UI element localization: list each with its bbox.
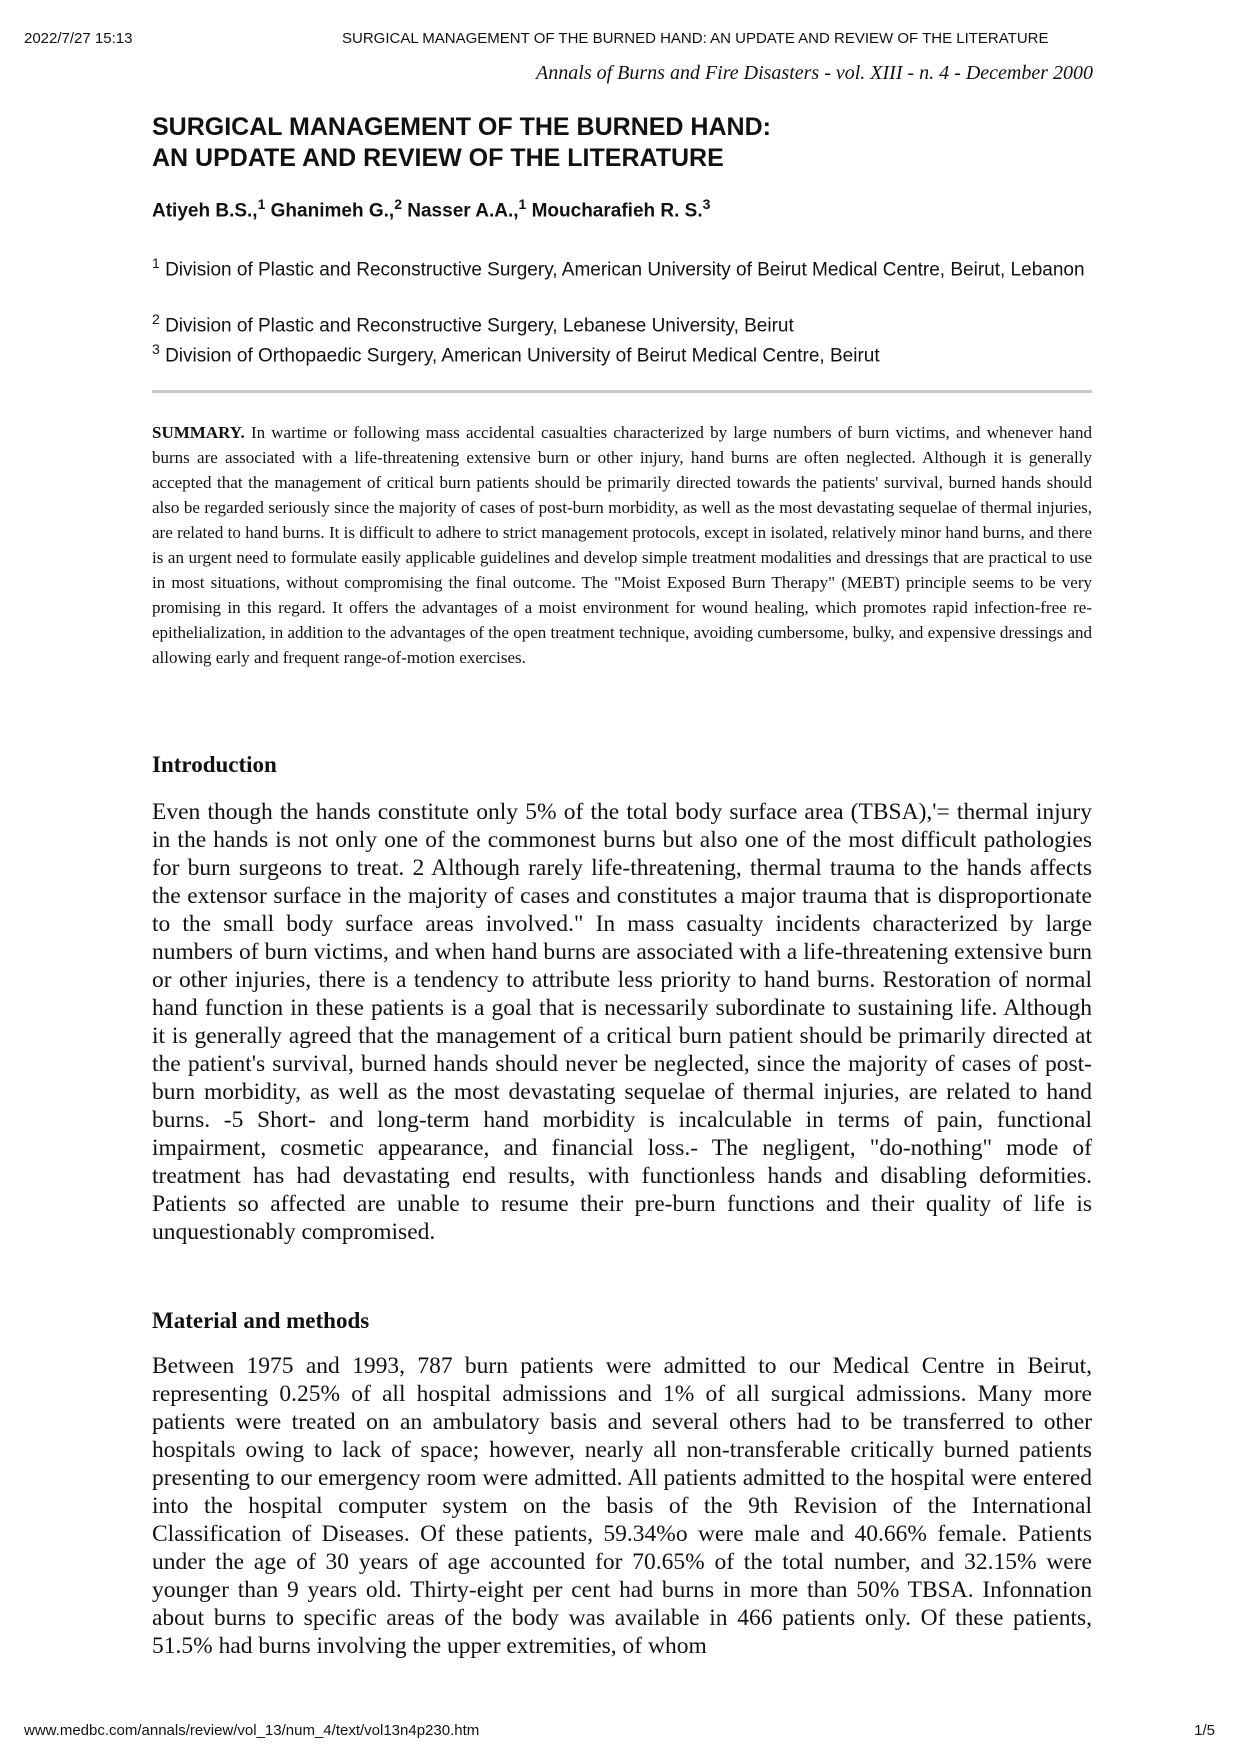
author-affiliation-mark: 2: [394, 196, 402, 212]
article-title-line-1: SURGICAL MANAGEMENT OF THE BURNED HAND:: [152, 113, 771, 141]
print-header: [24, 30, 1215, 50]
article-title: [152, 112, 1092, 174]
affiliation-number: 2: [152, 311, 160, 327]
author-affiliation-mark: 3: [702, 196, 711, 212]
affiliation-text: Division of Plastic and Reconstructive Surgery, Lebanese University, Beirut: [165, 315, 794, 337]
journal-citation: Annals of Burns and Fire Disasters - vol. XIII - n. 4 - December 2000: [536, 62, 1093, 84]
summary-text: In wartime or following mass accidental casualties characterized by large numbers of burn victims, and whenever hand burns are associated with a life-threatening extensive burn or other injury, hand burns are often neglected. Although it is generally accepted that the management of critical burn patients should be primarily directed towards the patients' survival, burned hands should also be regarded seriously since the majority of cases of post-burn morbidity, as well as the most devastating sequelae of thermal injuries, are related to hand burns. It is difficult to adhere to strict management protocols, except in isolated, relatively minor hand burns, and there is an urgent need to formulate easily applicable guidelines and develop simple treatment modalities and dressings that are practical to use in most situations, without compromising the final outcome. The "Moist Exposed Burn Therapy" (MEBT) principle seems to be very promising in this regard. It offers the advantages of a moist environment for wound healing, which promotes rapid infection-free re-epithelialization, in addition to the advantages of the open treatment technique, avoiding cumbersome, bulky, and expensive dressings and allowing early and frequent range-of-motion exercises.: [152, 423, 1093, 667]
author-name: Atiyeh B.S.,: [152, 200, 258, 222]
print-date: 2022/7/27 15:13: [24, 30, 133, 47]
author-name: Moucharafieh R. S.: [531, 200, 703, 222]
author-affiliation-mark: 1: [257, 196, 266, 212]
summary-abstract: [152, 420, 1092, 670]
affiliation-2: [152, 308, 1092, 337]
introduction-body: Even though the hands constitute only 5% of the total body surface area (TBSA),'= thermal injury in the hands is not only one of the commonest burns but also one of the most difficult pathologies for burn surgeons to treat. 2 Although rarely life-threatening, thermal trauma to the hands affects the extensor surface in the majority of cases and constitutes a major trauma that is disproportionate to the small body surface areas involved." In mass casualty incidents characterized by large numbers of burn victims, and when hand burns are associated with a life-threatening extensive burn or other injuries, there is a tendency to attribute less priority to hand burns. Restoration of normal hand function in these patients is a goal that is necessarily subordinate to sustaining life. Although it is generally agreed that the management of a critical burn patient should be primarily directed at the patient's survival, burned hands should never be neglected, since the majority of cases of post-burn morbidity, as well as the most devastating sequelae of thermal injuries, are related to hand burns. -5 Short- and long-term hand morbidity is incalculable in terms of pain, functional impairment, cosmetic appearance, and financial loss.- The negligent, "do-nothing" mode of treatment has had devastating end results, with functionless hands and disabling deformities. Patients so affected are unable to resume their pre-burn functions and their quality of life is unquestionably compromised.: [152, 799, 1092, 1245]
methods-body: Between 1975 and 1993, 787 burn patients were admitted to our Medical Centre in Beirut, representing 0.25% of all hospital admissions and 1% of all surgical admissions. Many more patients were treated on an ambulatory basis and several others had to be transferred to other hospitals owing to lack of space; however, nearly all non-transferable critically burned patients presenting to our emergency room were admitted. All patients admitted to the hospital were entered into the hospital computer system on the basis of the 9th Revision of the International Classification of Diseases. Of these patients, 59.34%o were male and 40.66% female. Patients under the age of 30 years of age accounted for 70.65% of the total number, and 32.15% were younger than 9 years old. Thirty-eight per cent had burns in more than 50% TBSA. Infonnation about burns to specific areas of the body was available in 466 patients only. Of these patients, 51.5% had burns involving the upper extremities, of whom: [152, 1353, 1092, 1659]
section-divider: [152, 390, 1092, 393]
page-number: 1/5: [1194, 1722, 1215, 1739]
affiliation-1: [152, 252, 1092, 281]
author-name: Ghanimeh G.,: [270, 200, 395, 222]
introduction-heading: Introduction: [152, 752, 277, 777]
author-affiliation-mark: 1: [518, 196, 527, 212]
author-name: Nasser A.A.,: [407, 200, 519, 222]
affiliation-number: 3: [152, 341, 160, 357]
affiliation-text: Division of Plastic and Reconstructive Surgery, American University of Beirut Medical Centre, Beirut, Lebanon: [165, 259, 1085, 281]
affiliation-3: [152, 338, 1092, 367]
author-list: [152, 196, 710, 222]
methods-heading: Material and methods: [152, 1308, 370, 1333]
article-title-line-2: AN UPDATE AND REVIEW OF THE LITERATURE: [152, 144, 724, 172]
summary-label: SUMMARY.: [152, 423, 245, 442]
affiliation-text: Division of Orthopaedic Surgery, American University of Beirut Medical Centre, Beirut: [165, 345, 880, 367]
affiliation-number: 1: [152, 255, 160, 271]
page-url: www.medbc.com/annals/review/vol_13/num_4/text/vol13n4p230.htm: [24, 1722, 480, 1739]
print-page-title: SURGICAL MANAGEMENT OF THE BURNED HAND: AN UPDATE AND REVIEW OF THE LITERATURE: [342, 30, 1049, 47]
